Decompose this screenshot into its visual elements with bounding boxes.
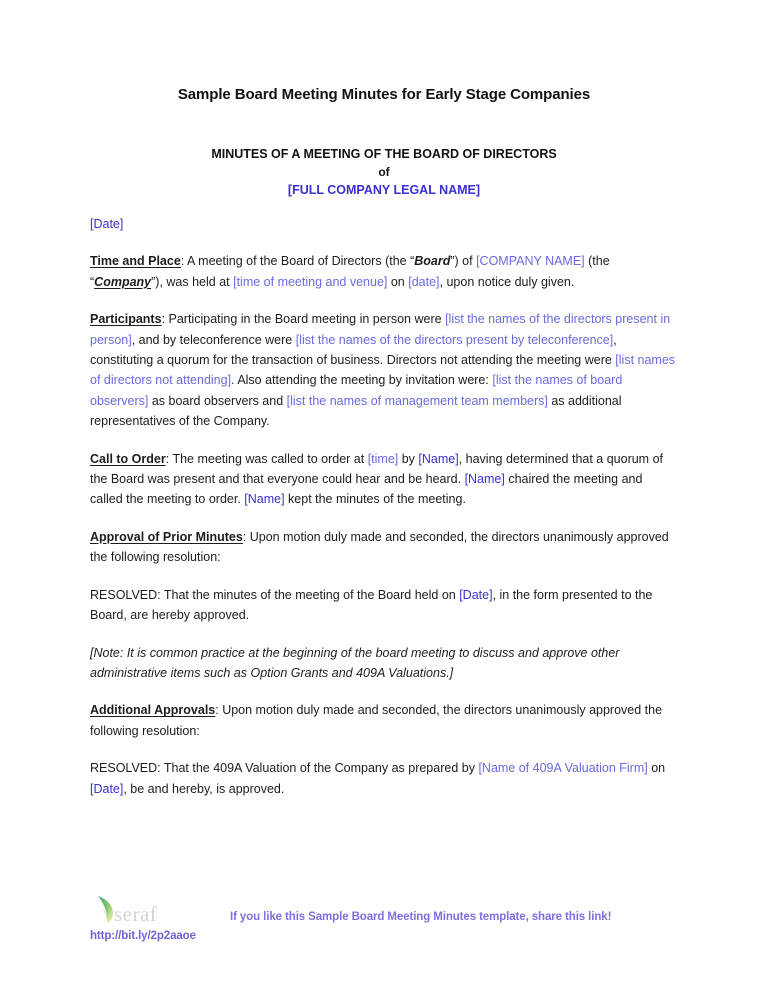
call-to-order-text-5: kept the minutes of the meeting. bbox=[284, 492, 466, 507]
paragraph-resolved-409a-valuation bbox=[90, 758, 678, 799]
time-and-place-text-2: ”) of bbox=[450, 254, 477, 269]
time-and-place-text-3: (the “ bbox=[90, 254, 610, 289]
document-footer bbox=[90, 888, 690, 948]
term-company: Company bbox=[94, 274, 152, 289]
board-observers-placeholder: [list the names of board observers] bbox=[90, 373, 623, 408]
prior-minutes-date-placeholder: [Date] bbox=[459, 587, 493, 602]
footer-share-message: If you like this Sample Board Meeting Minutes template, share this link! bbox=[230, 911, 612, 923]
section-label-approval-of-prior-minutes: Approval of Prior Minutes bbox=[90, 529, 243, 544]
paragraph-resolved-prior-minutes bbox=[90, 585, 678, 626]
resolved-2-text-1: RESOLVED: That the 409A Valuation of the Company as prepared by bbox=[90, 761, 479, 776]
participants-text-3: , constituting a quorum for the transaction of business. Directors not attending the meeting were bbox=[90, 332, 617, 368]
call-to-order-text-2: by bbox=[398, 451, 419, 466]
seraf-wordmark: seraf bbox=[114, 902, 158, 926]
call-to-order-text-3: , having determined that a quorum of the Board was present and that everyone could hear and be heard. bbox=[90, 451, 663, 487]
participants-text-2: , and by teleconference were bbox=[131, 332, 296, 347]
date-placeholder: [Date] bbox=[90, 217, 124, 231]
heading-line-board-of-directors: MINUTES OF A MEETING OF THE BOARD OF DIRECTORS bbox=[211, 147, 557, 161]
name-placeholder-2: [Name] bbox=[464, 472, 505, 487]
paragraph-approval-of-prior-minutes bbox=[90, 527, 678, 568]
section-label-time-and-place: Time and Place bbox=[90, 254, 181, 269]
directors-not-attending-placeholder: [list names of directors not attending] bbox=[90, 353, 676, 388]
name-placeholder-1: [Name] bbox=[418, 451, 459, 466]
participants-text-6: as additional representatives of the Company. bbox=[90, 393, 622, 429]
participants-text-1: : Participating in the Board meeting in person were bbox=[161, 312, 446, 327]
heading-line-of: of bbox=[378, 165, 390, 179]
management-team-members-placeholder: [list the names of management team members] bbox=[286, 393, 548, 408]
time-and-venue-placeholder: [time of meeting and venue] bbox=[233, 274, 388, 289]
name-placeholder-3: [Name] bbox=[244, 492, 285, 507]
additional-approvals-text: : Upon motion duly made and seconded, the directors unanimously approved the following resolution: bbox=[90, 703, 663, 738]
paragraph-participants bbox=[90, 309, 678, 431]
paragraph-note bbox=[90, 643, 678, 684]
heading-company-legal-name-placeholder: [FULL COMPANY LEGAL NAME] bbox=[287, 183, 481, 197]
document-body bbox=[90, 214, 678, 816]
note-text: [Note: It is common practice at the beginning of the board meeting to discuss and approve other administrative items such as Option Grants and 409A Valuations.] bbox=[90, 645, 620, 680]
resolved-1-text-2: , in the form presented to the Board, are hereby approved. bbox=[90, 587, 653, 623]
valuation-firm-placeholder: [Name of 409A Valuation Firm] bbox=[478, 761, 648, 776]
directors-by-teleconference-placeholder: [list the names of the directors present by teleconference] bbox=[295, 332, 614, 347]
section-label-participants: Participants bbox=[90, 312, 162, 327]
directors-present-in-person-placeholder: [list the names of the directors present in person] bbox=[90, 312, 671, 347]
section-label-call-to-order: Call to Order bbox=[90, 451, 166, 466]
approval-prior-minutes-text: : Upon motion duly made and seconded, the directors unanimously approved the following resolution: bbox=[90, 529, 669, 565]
page-title: Sample Board Meeting Minutes for Early Stage Companies bbox=[177, 86, 591, 103]
footer-share-link[interactable]: http://bit.ly/2p2aaoe bbox=[90, 930, 196, 942]
company-name-placeholder: [COMPANY NAME] bbox=[476, 254, 585, 269]
time-and-place-text-1: : A meeting of the Board of Directors (the “ bbox=[180, 254, 415, 269]
call-time-placeholder: [time] bbox=[367, 451, 399, 466]
paragraph-call-to-order bbox=[90, 449, 678, 510]
resolved-1-text-1: RESOLVED: That the minutes of the meeting of the Board held on bbox=[90, 587, 460, 602]
paragraph-additional-approvals bbox=[90, 700, 678, 741]
time-and-place-text-6: , upon notice duly given. bbox=[439, 274, 575, 289]
section-label-additional-approvals: Additional Approvals bbox=[90, 703, 216, 718]
seraf-logo bbox=[92, 890, 192, 930]
resolved-2-text-2: on bbox=[647, 761, 666, 776]
date-line bbox=[90, 214, 678, 234]
resolved-2-text-3: , be and hereby, is approved. bbox=[123, 781, 285, 796]
participants-text-5: as board observers and bbox=[148, 393, 287, 408]
valuation-date-placeholder: [Date] bbox=[90, 781, 124, 796]
document-heading bbox=[0, 145, 768, 199]
meeting-date-placeholder: [date] bbox=[408, 274, 440, 289]
time-and-place-text-5: on bbox=[387, 274, 409, 289]
term-board: Board bbox=[414, 254, 451, 269]
time-and-place-text-4: ”), was held at bbox=[151, 274, 234, 289]
call-to-order-text-1: : The meeting was called to order at bbox=[165, 451, 368, 466]
call-to-order-text-4: chaired the meeting and called the meeting to order. bbox=[90, 472, 643, 507]
participants-text-4: . Also attending the meeting by invitation were: bbox=[231, 373, 493, 388]
paragraph-time-and-place bbox=[90, 251, 678, 292]
